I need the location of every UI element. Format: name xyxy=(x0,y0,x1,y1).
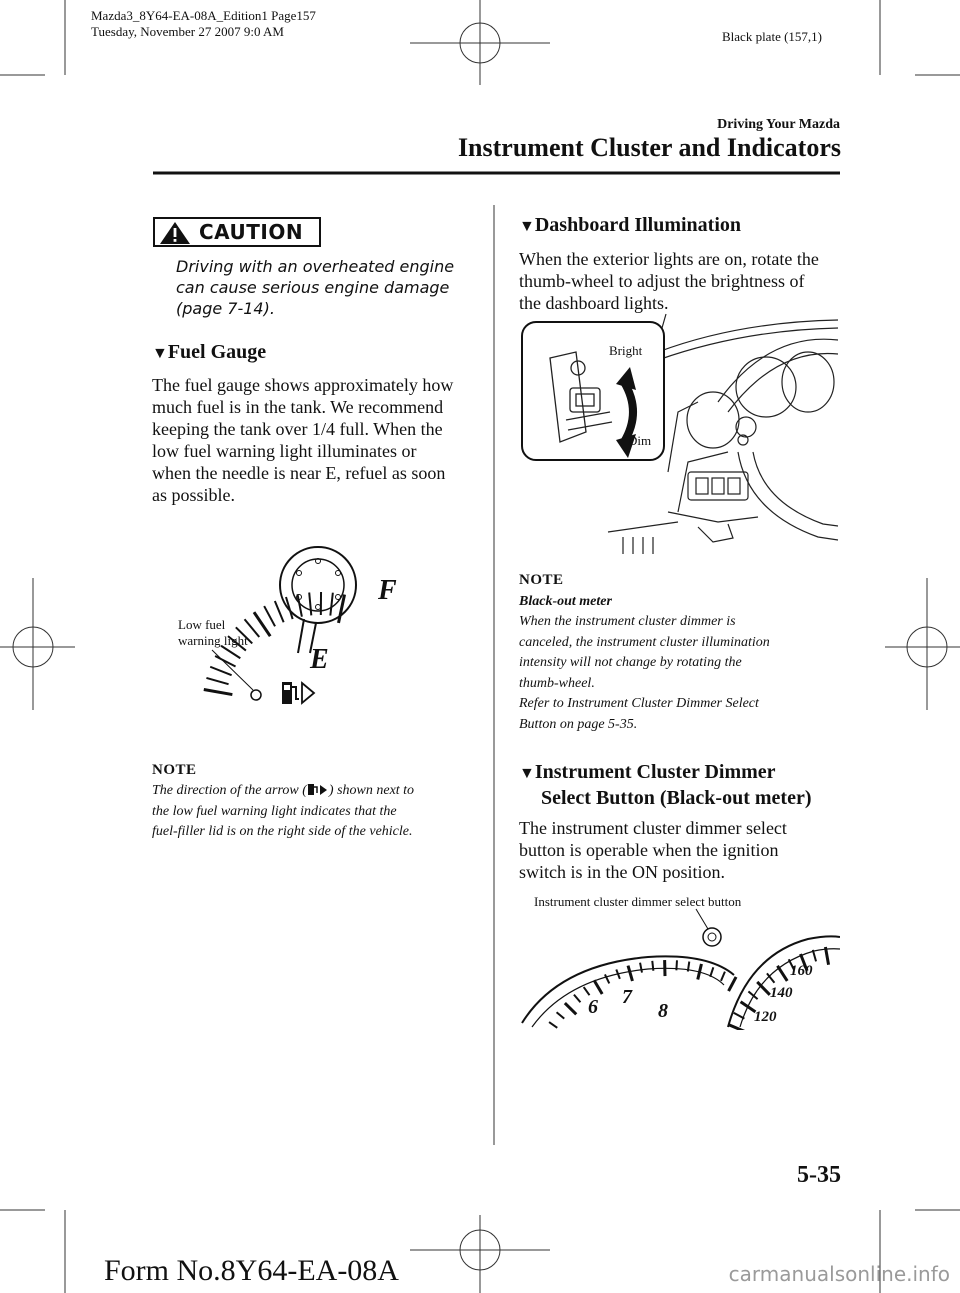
body-line: The instrument cluster dimmer select xyxy=(519,818,787,838)
dim-label: Dim xyxy=(628,433,652,448)
dimmer-body xyxy=(519,817,787,883)
warning-icon xyxy=(159,221,191,245)
speed-label-160: 160 xyxy=(790,963,813,979)
gauge-tick xyxy=(734,1013,745,1019)
gauge-tick xyxy=(729,977,737,991)
bright-label: Bright xyxy=(609,343,643,358)
gauge-tick xyxy=(710,967,713,976)
print-meta-line2: Tuesday, November 27 2007 9:0 AM xyxy=(91,24,284,39)
body-line: the dashboard lights. xyxy=(519,293,669,313)
note-line: fuel-filler lid is on the right side of the vehicle. xyxy=(152,824,413,839)
body-line: when the needle is near E, refuel as soon xyxy=(152,463,446,483)
caution-label: CAUTION xyxy=(199,220,304,244)
note-line: The direction of the arrow ( ) shown next to xyxy=(152,783,415,798)
gauge-tick xyxy=(676,960,677,970)
gauge-tick xyxy=(264,606,275,626)
cluster-illustration xyxy=(518,905,840,1030)
dimmer-heading: ▼Instrument Cluster Dimmer Select Button (Black-out meter) xyxy=(519,761,812,809)
fuel-arrow-icon xyxy=(307,782,329,796)
gauge-tick xyxy=(698,964,702,980)
body-line: The fuel gauge shows approximately how xyxy=(152,375,454,395)
dashboard-heading: ▼Dashboard Illumination xyxy=(519,214,742,236)
note-subheading: Black-out meter xyxy=(519,594,612,609)
caution-line: can cause serious engine damage xyxy=(176,278,450,297)
note-line: thumb-wheel. xyxy=(519,675,595,691)
speed-label-140: 140 xyxy=(770,985,793,1001)
caution-line: (page 7-14). xyxy=(176,299,275,318)
fuel-pump-icon xyxy=(282,682,314,704)
gauge-tick xyxy=(721,972,725,981)
gauge-tick xyxy=(813,950,816,962)
caution-text xyxy=(176,256,454,319)
note-line: When the instrument cluster dimmer is xyxy=(519,614,736,629)
gauge-tick xyxy=(309,592,311,615)
gauge-letter-e: E xyxy=(310,644,329,675)
tach-label-7: 7 xyxy=(622,986,632,1008)
gauge-tick xyxy=(549,1022,557,1028)
speed-label-120: 120 xyxy=(754,1009,777,1025)
form-number: Form No.8Y64-EA-08A xyxy=(104,1254,399,1287)
note-heading: NOTE xyxy=(519,572,564,588)
gauge-tick xyxy=(628,966,632,981)
chapter-title: Driving Your Mazda xyxy=(717,117,840,132)
note-line: Refer to Instrument Cluster Dimmer Select xyxy=(519,696,759,711)
note-line: the low fuel warning light indicates that the xyxy=(152,803,397,819)
body-line: switch is in the ON position. xyxy=(519,862,725,882)
note-line: canceled, the instrument cluster illumination xyxy=(519,634,770,650)
gauge-letter-f: F xyxy=(378,575,397,606)
dimmer-button-label: Instrument cluster dimmer select button xyxy=(534,894,742,909)
gauge-tick xyxy=(275,601,284,622)
body-line: When the exterior lights are on, rotate the xyxy=(519,249,819,269)
body-line: as possible. xyxy=(152,485,235,505)
dash-note-text xyxy=(519,612,770,735)
gauge-tick xyxy=(565,1003,576,1014)
triangle-bullet-icon: ▼ xyxy=(152,345,168,362)
fuel-gauge-heading: ▼Fuel Gauge xyxy=(152,341,267,363)
triangle-bullet-icon: ▼ xyxy=(519,218,535,235)
gauge-tick xyxy=(215,656,235,667)
note-heading: NOTE xyxy=(152,762,197,778)
fuel-note-text xyxy=(152,781,482,843)
gauge-tick xyxy=(825,947,828,965)
dashboard-illustration xyxy=(518,312,840,557)
gauge-tick xyxy=(204,690,233,695)
body-line: button is operable when the ignition xyxy=(519,840,779,860)
body-line: thumb-wheel to adjust the brightness of xyxy=(519,271,805,291)
plate-info: Black plate (157,1) xyxy=(722,29,822,44)
fuel-gauge-body xyxy=(152,374,453,506)
dashboard-body xyxy=(519,248,819,314)
low-fuel-label-2: warning light xyxy=(178,633,248,648)
gauge-tick xyxy=(594,980,602,994)
page-number: 5-35 xyxy=(797,1162,841,1188)
note-line: intensity will not change by rotating the xyxy=(519,655,742,670)
watermark: carmanualsonline.info xyxy=(728,1262,950,1286)
gauge-tick xyxy=(574,995,580,1003)
page-title: Instrument Cluster and Indicators xyxy=(457,133,841,162)
caution-line: Driving with an overheated engine xyxy=(176,257,455,276)
caution-box xyxy=(153,217,321,247)
gauge-tick xyxy=(330,593,333,616)
gauge-tick xyxy=(206,678,228,684)
gauge-tick xyxy=(652,961,653,971)
triangle-bullet-icon: ▼ xyxy=(519,765,535,782)
tach-label-6: 6 xyxy=(588,996,598,1018)
low-fuel-label-1: Low fuel xyxy=(178,617,226,632)
gauge-tick xyxy=(210,667,231,675)
tach-label-8: 8 xyxy=(658,1000,668,1022)
body-line: keeping the tank over 1/4 full. When the xyxy=(152,419,443,439)
gauge-tick xyxy=(777,966,787,981)
gauge-tick xyxy=(728,1025,745,1030)
gauge-tick xyxy=(584,987,590,995)
body-line: much fuel is in the tank. We recommend xyxy=(152,397,444,417)
gauge-tick xyxy=(640,963,642,973)
print-meta-line1: Mazda3_8Y64-EA-08A_Edition1 Page157 xyxy=(91,8,316,23)
gauge-tick xyxy=(557,1012,565,1018)
note-line: Button on page 5-35. xyxy=(519,716,638,732)
body-line: low fuel warning light illuminates or xyxy=(152,441,417,461)
